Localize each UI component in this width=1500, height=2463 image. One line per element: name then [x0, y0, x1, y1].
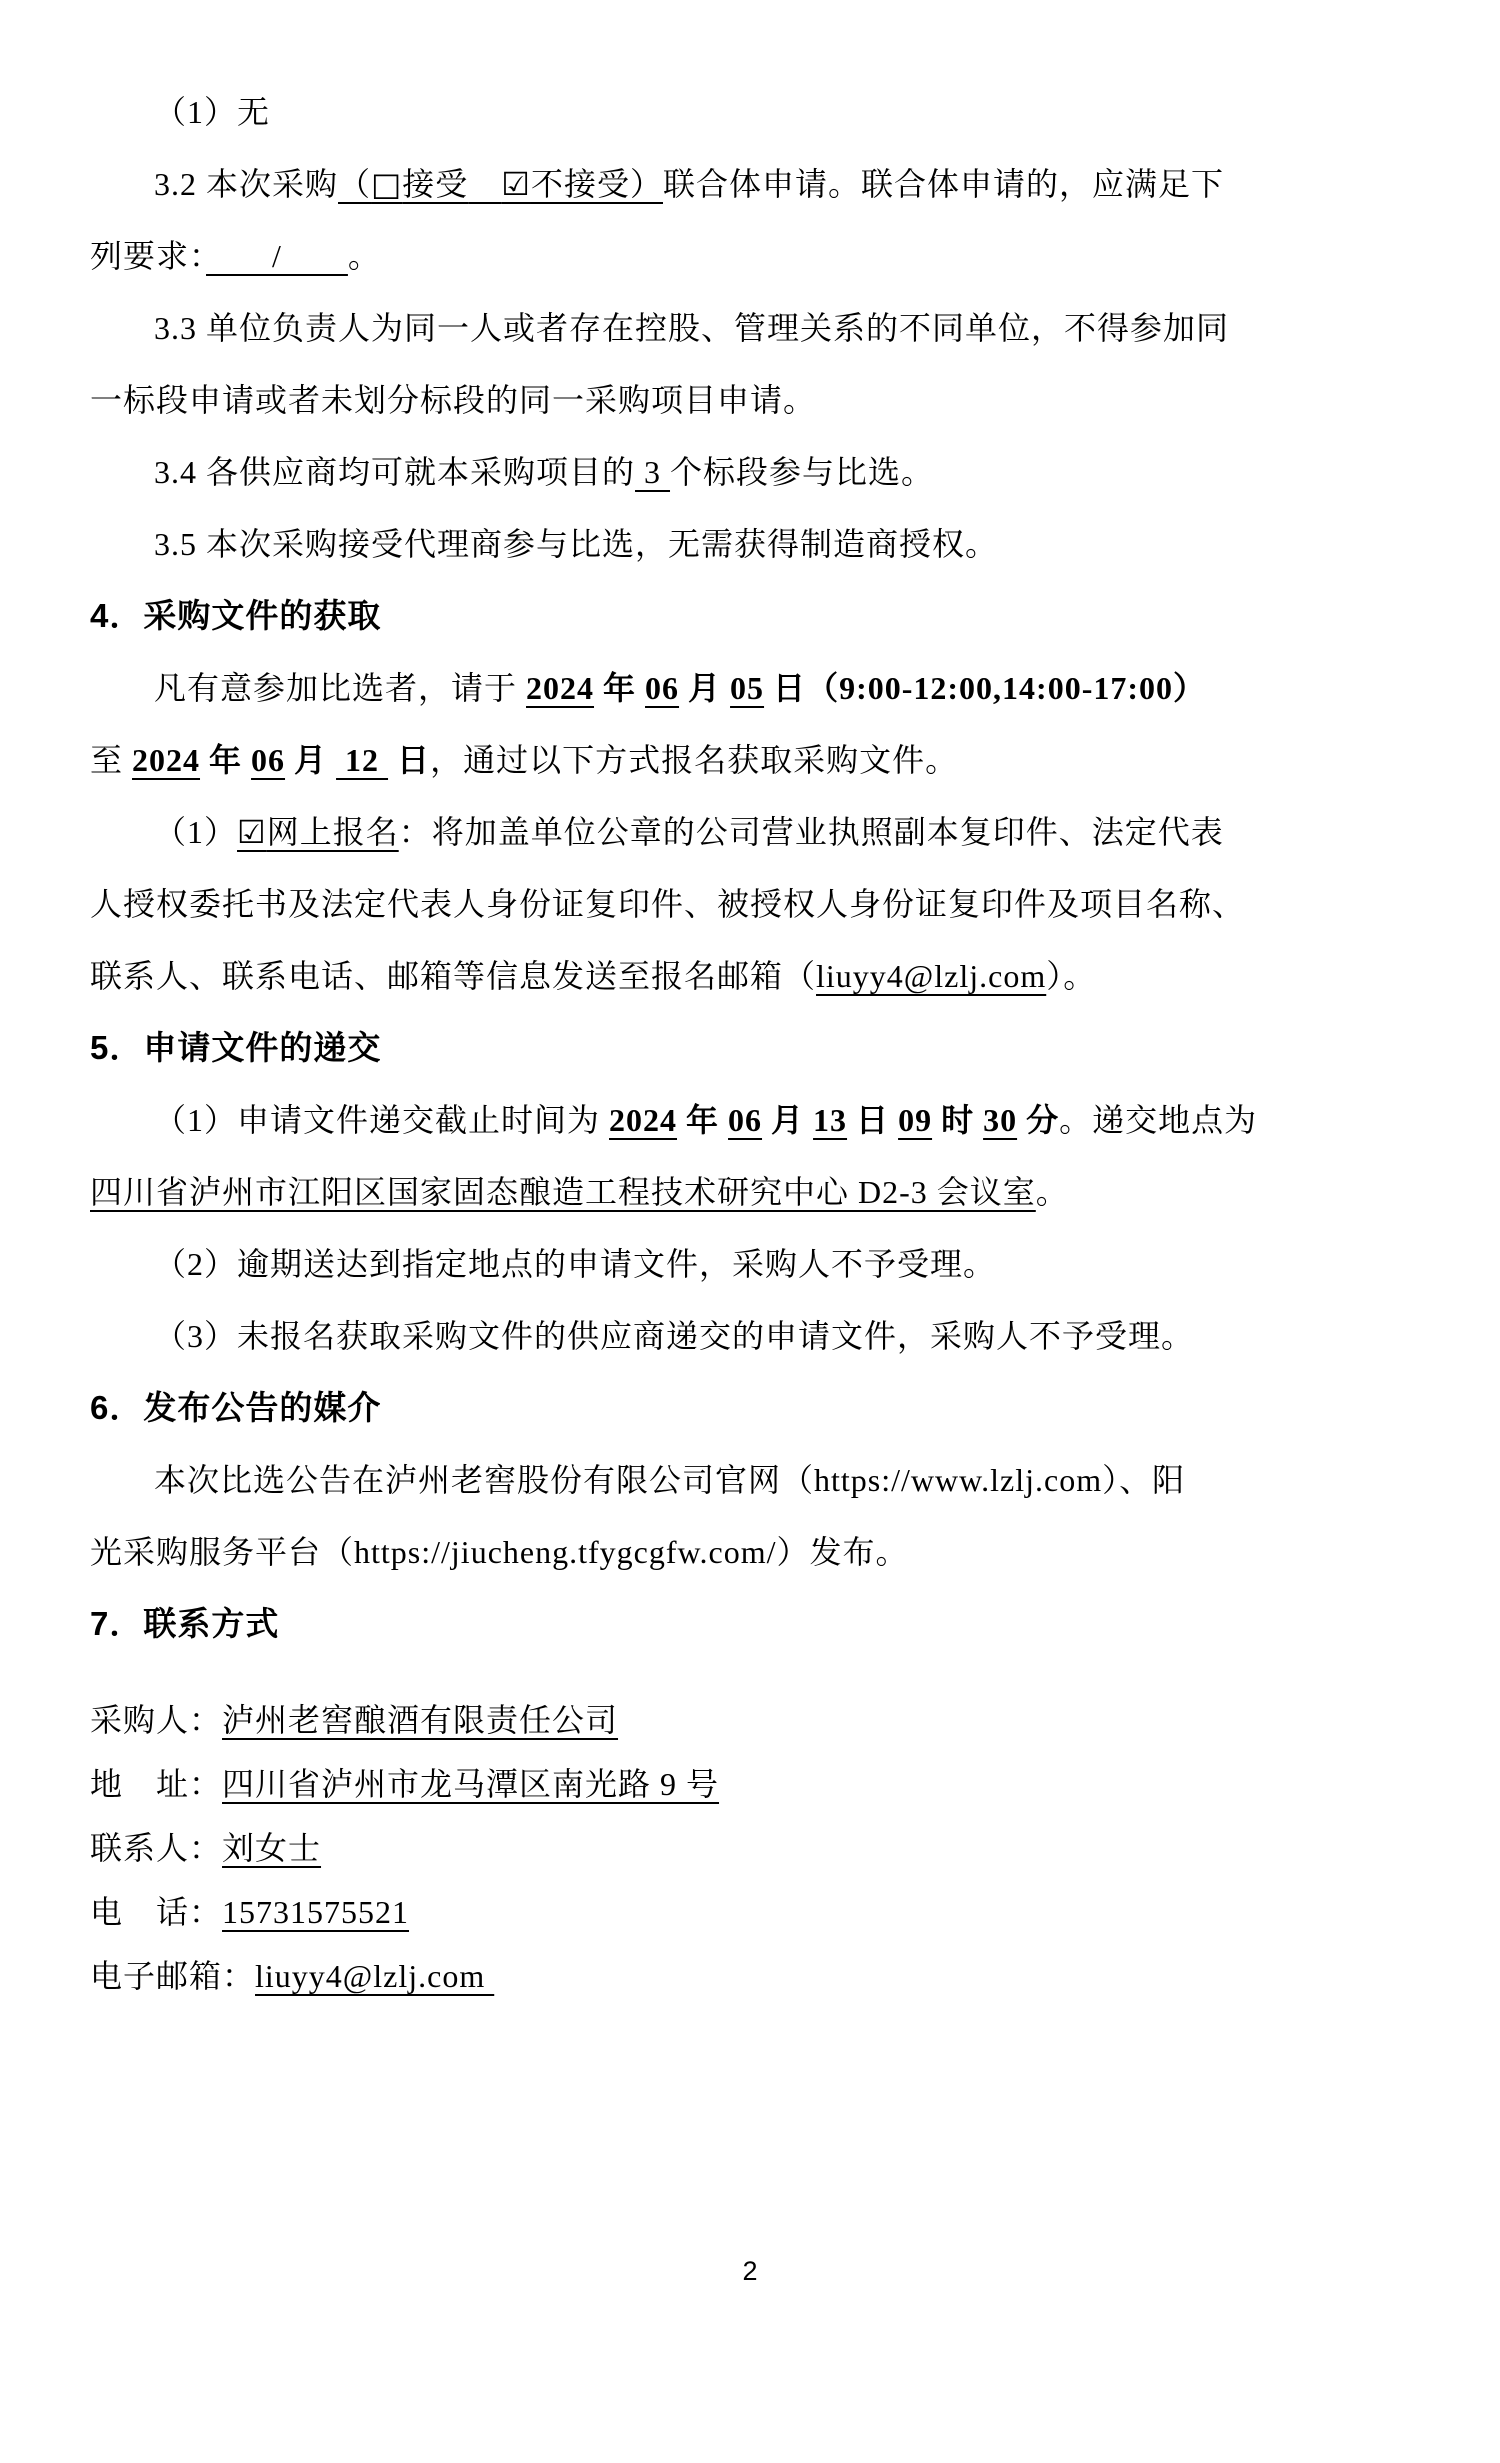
- text-run: 联系人、联系电话、邮箱等信息发送至报名邮箱（: [90, 958, 817, 994]
- text-run: 日: [764, 670, 807, 706]
- text-run: 。递交地点为: [1059, 1102, 1258, 1138]
- text-run: 3.3 单位负责人为同一人或者存在控股、管理关系的不同单位，不得参加同: [154, 310, 1230, 346]
- text-run: 月: [285, 742, 337, 778]
- contact-row-person: [90, 1816, 1410, 1880]
- not-accept-option-label: 不接受）: [530, 166, 663, 202]
- text-run: 凡有意参加比选者，请于: [154, 670, 527, 706]
- para-4-line-2: [90, 724, 1410, 796]
- text-run: 日: [847, 1102, 899, 1138]
- text-run: 年: [594, 670, 646, 706]
- text-run: （3）未报名获取采购文件的供应商递交的申请文件，采购人不予受理。: [154, 1318, 1195, 1354]
- text-run: 至: [90, 742, 133, 778]
- heading-text: 4．采购文件的获取: [90, 597, 382, 634]
- contact-label: 采购人：: [90, 1702, 223, 1738]
- deadline-hour-value: 09: [898, 1102, 933, 1138]
- text-run: 。: [347, 238, 381, 274]
- para-3-3-line-1: [90, 292, 1410, 364]
- text-run: 个标段参与比选。: [670, 454, 935, 490]
- text-run: 年: [200, 742, 252, 778]
- text-run: 3.2 本次采购: [154, 166, 339, 202]
- text-run: 月: [762, 1102, 814, 1138]
- contact-row-purchaser: [90, 1688, 1410, 1752]
- deadline-month-value: 06: [728, 1102, 763, 1138]
- contact-person-value: 刘女士: [222, 1830, 322, 1866]
- phone-value: 15731575521: [222, 1894, 410, 1930]
- registration-email-text: liuyy4@lzlj.com: [816, 958, 1047, 994]
- heading-text: 7．联系方式: [90, 1605, 280, 1642]
- text-run: 本次比选公告在泸州老窖股份有限公司官网（https://www.lzlj.com）、阳: [154, 1462, 1186, 1498]
- deadline-day-value: 13: [813, 1102, 848, 1138]
- lot-count-value: 3: [635, 454, 671, 490]
- para-4-1-line-1: [90, 796, 1410, 868]
- contact-label: 电 话：: [90, 1894, 223, 1930]
- para-5-3: [90, 1300, 1410, 1372]
- para-5-2: [90, 1228, 1410, 1300]
- para-3-5: [90, 508, 1410, 580]
- text-run: ）。: [1046, 958, 1097, 994]
- online-registration-label: 网上报名: [266, 814, 399, 850]
- contact-label: 地 址：: [90, 1766, 223, 1802]
- email-value: liuyy4@lzlj.com: [255, 1958, 495, 1994]
- online-registration-field: [237, 814, 399, 850]
- para-5-1-line-1: [90, 1084, 1410, 1156]
- contact-row-address: [90, 1752, 1410, 1816]
- end-year-value: 2024: [132, 742, 201, 778]
- accept-option-label: 接受: [402, 166, 469, 202]
- text-run: 。: [1035, 1174, 1069, 1210]
- start-month-value: 06: [645, 670, 680, 706]
- text-run: （1）申请文件递交截止时间为: [154, 1102, 610, 1138]
- heading-section-4: [90, 580, 1410, 652]
- text-run: 3.4 各供应商均可就本采购项目的: [154, 454, 636, 490]
- text-run: 光采购服务平台（https://jiucheng.tfygcgfw.com/）发布。: [90, 1534, 909, 1570]
- text-run: ，通过以下方式报名获取采购文件。: [430, 742, 959, 778]
- text-run: 3.5 本次采购接受代理商参与比选，无需获得制造商授权。: [154, 526, 999, 562]
- text-run: （1）: [154, 814, 238, 850]
- para-4-line-1: [90, 652, 1410, 724]
- text-run: 列要求：: [90, 238, 207, 274]
- text-run: 分: [1017, 1102, 1060, 1138]
- para-3-2-line-1: [90, 148, 1410, 220]
- text-run: 月: [679, 670, 731, 706]
- heading-section-6: [90, 1372, 1410, 1444]
- contact-row-phone: [90, 1880, 1410, 1944]
- text-run: 联合体申请。联合体申请的，应满足下: [663, 166, 1225, 202]
- address-value: 四川省泸州市龙马潭区南光路 9 号: [222, 1766, 720, 1802]
- para-5-1-line-2: [90, 1156, 1410, 1228]
- checkbox-checked-icon: ☑: [501, 165, 531, 203]
- text-run: （2）逾期送达到指定地点的申请文件，采购人不予受理。: [154, 1246, 997, 1282]
- page-number: [0, 2256, 1500, 2287]
- page-number-text: 2: [742, 2256, 758, 2286]
- text-run: （: [338, 166, 372, 202]
- submission-address-text: 四川省泸州市江阳区国家固态酿造工程技术研究中心 D2-3 会议室: [90, 1174, 1036, 1210]
- text-run: 日: [388, 742, 431, 778]
- start-year-value: 2024: [526, 670, 595, 706]
- text-run: [468, 166, 501, 202]
- time-window-value: （9:00-12:00,14:00-17:00）: [806, 670, 1207, 706]
- end-month-value: 06: [251, 742, 286, 778]
- heading-text: 5．申请文件的递交: [90, 1029, 382, 1066]
- blank-slash-field: /: [206, 238, 348, 274]
- heading-section-7: [90, 1588, 1410, 1660]
- start-day-value: 05: [730, 670, 765, 706]
- para-3-1-none: [90, 76, 1410, 148]
- checkbox-unchecked-icon: □: [371, 165, 403, 203]
- contact-label: 联系人：: [90, 1830, 223, 1866]
- text-run: （1）无: [154, 94, 271, 130]
- text-run: 人授权委托书及法定代表人身份证复印件、被授权人身份证复印件及项目名称、: [90, 886, 1246, 922]
- para-3-3-line-2: [90, 364, 1410, 436]
- end-day-value: 12: [336, 742, 389, 778]
- text-run: 一标段申请或者未划分标段的同一采购项目申请。: [90, 382, 817, 418]
- para-3-2-line-2: [90, 220, 1410, 292]
- text-run: ：将加盖单位公章的公司营业执照副本复印件、法定代表: [398, 814, 1224, 850]
- deadline-year-value: 2024: [609, 1102, 678, 1138]
- contact-info-block: [90, 1688, 1410, 2008]
- purchaser-name-value: 泸州老窖酿酒有限责任公司: [222, 1702, 619, 1738]
- heading-text: 6．发布公告的媒介: [90, 1389, 382, 1426]
- consortium-choice-field: [338, 166, 663, 202]
- para-6-line-1: [90, 1444, 1410, 1516]
- para-3-4: [90, 436, 1410, 508]
- text-run: 时: [932, 1102, 984, 1138]
- contact-label: 电子邮箱：: [90, 1958, 256, 1994]
- checkbox-checked-icon: ☑: [237, 813, 267, 851]
- para-4-1-line-3: [90, 940, 1410, 1012]
- text-run: 年: [677, 1102, 729, 1138]
- heading-section-5: [90, 1012, 1410, 1084]
- contact-row-email: [90, 1944, 1410, 2008]
- para-4-1-line-2: [90, 868, 1410, 940]
- para-6-line-2: [90, 1516, 1410, 1588]
- deadline-minute-value: 30: [983, 1102, 1018, 1138]
